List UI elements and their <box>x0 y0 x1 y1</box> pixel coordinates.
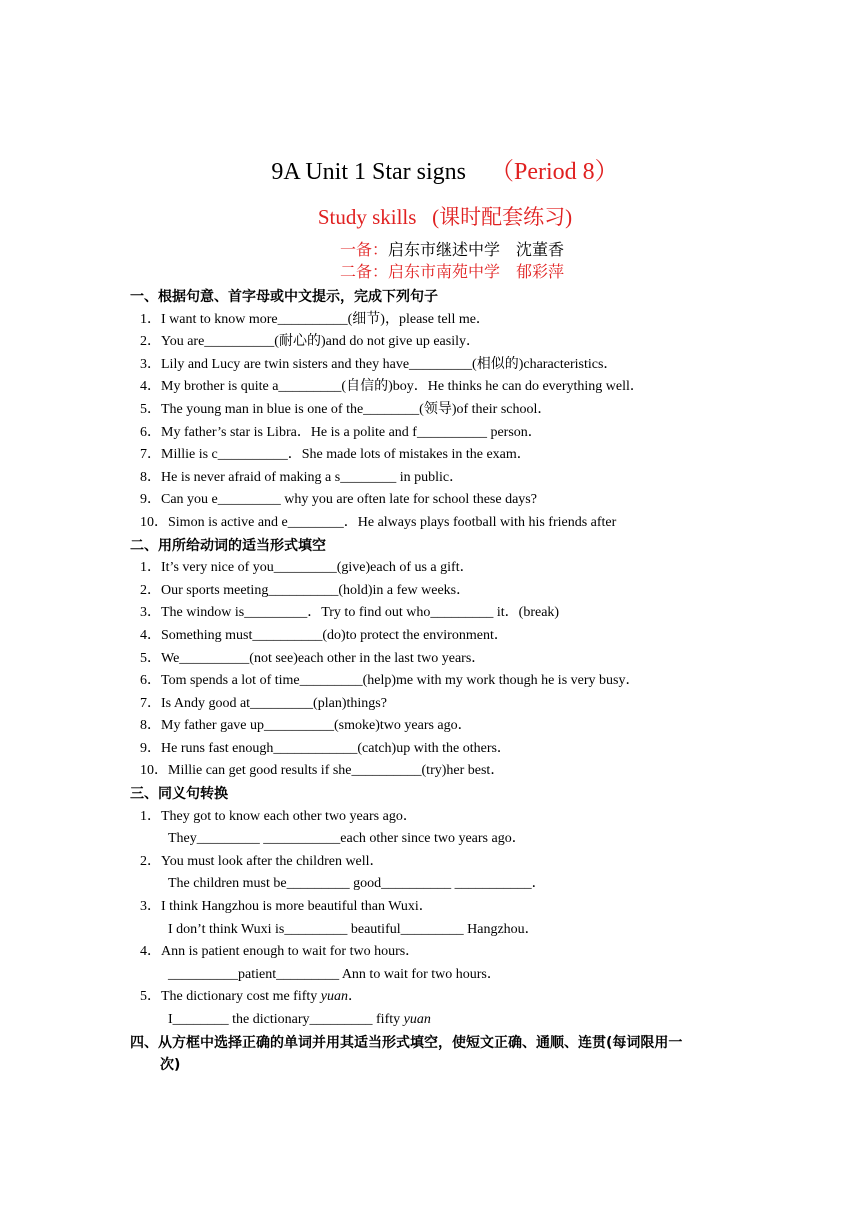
section3-answer-line: The children must be_________ good__________ ___________． <box>168 876 546 892</box>
section4-heading-line2: 次) <box>160 1057 181 1074</box>
section3-question <box>130 986 740 1009</box>
section3-answer-line: __________patient_________ Ann to wait for two hours． <box>168 966 501 982</box>
section3-answer-line <box>130 1009 740 1032</box>
title-main: 9A Unit 1 Star signs <box>271 159 466 185</box>
section2-item: 1．It’s very nice of you_________(give)each of us a gift． <box>140 560 474 576</box>
section1-item: 2．You are__________(耐心的)and do not give up easily． <box>140 334 480 350</box>
q5-text: 5．The dictionary cost me fifty <box>140 989 321 1005</box>
section4-heading-line1: 四、从方框中选择正确的单词并用其适当形式填空，使短文正确、通顺、连贯(每词限用一 <box>130 1034 683 1051</box>
page-subtitle: Study skills (课时配套练习) <box>317 205 573 229</box>
section4-heading <box>130 1032 740 1077</box>
section2-item: 8．My father gave up__________(smoke)two years ago． <box>140 718 472 734</box>
section3-question: 1．They got to know each other two years ago． <box>140 808 417 824</box>
section1-item: 9．Can you e_________ why you are often late for school these days? <box>140 492 537 508</box>
section2-item: 6．Tom spends a lot of time_________(help)me with my work though he is very busy． <box>140 673 640 689</box>
section2-item: 5．We__________(not see)each other in the last two years． <box>140 650 486 666</box>
section1-item: 8．He is never afraid of making a s________ in public． <box>140 469 464 485</box>
exercise-content <box>130 286 740 1077</box>
q5b-text: I________ the dictionary_________ fifty <box>168 1012 404 1027</box>
section3-heading: 三、同义句转换 <box>130 786 228 803</box>
credit1-label: 一备： <box>339 242 388 259</box>
section1-item: 3．Lily and Lucy are twin sisters and they have_________(相似的)characteristics． <box>140 356 618 372</box>
section2-item: 4．Something must__________(do)to protect the environment． <box>140 627 508 643</box>
page-title <box>0 156 860 188</box>
first-preparer-credit <box>0 240 860 262</box>
q5b-italic-unit: yuan <box>403 1012 431 1027</box>
section1-item: 1．I want to know more__________(细节)，please tell me． <box>140 311 490 327</box>
section3-answer-line: They_________ ___________each other since two years ago． <box>168 831 526 847</box>
section1-item: 6．My father’s star is Libra．He is a polite and f__________ person． <box>140 424 542 440</box>
section1-item: 7．Millie is c__________．She made lots of mistakes in the exam． <box>140 447 531 463</box>
section3-question: 2．You must look after the children well． <box>140 853 384 869</box>
section2-item: 10．Millie can get good results if she__________(try)her best． <box>140 763 505 779</box>
section1-heading: 一、根据句意、首字母或中文提示，完成下列句子 <box>130 289 438 305</box>
section2-item: 2．Our sports meeting__________(hold)in a few weeks． <box>140 582 471 598</box>
section3-answer-line: I don’t think Wuxi is_________ beautiful_________ Hangzhou． <box>168 921 539 937</box>
section2-heading: 二、用所给动词的适当形式填空 <box>130 537 326 554</box>
section1-item: 4．My brother is quite a_________(自信的)boy．He thinks he can do everything well． <box>140 379 644 395</box>
section2-item: 7．Is Andy good at_________(plan)things? <box>140 695 387 711</box>
q5-italic-unit: yuan <box>320 989 349 1005</box>
section1-item: 5．The young man in blue is one of the________(领导)of their school． <box>140 401 552 417</box>
q5-end: ． <box>348 989 363 1005</box>
section3-question: 4．Ann is patient enough to wait for two hours． <box>140 944 420 960</box>
section1-item: 10．Simon is active and e________．He always plays football with his friends after <box>140 514 617 530</box>
section3-question: 3．I think Hangzhou is more beautiful than Wuxi． <box>140 899 433 915</box>
title-period: （Period 8） <box>490 159 619 185</box>
section2-item: 3．The window is_________．Try to find out who_________ it．(break) <box>140 605 560 621</box>
credit1-text: 启东市继述中学 沈董香 <box>388 242 565 259</box>
second-preparer-credit: 二备：启东市南苑中学 郁彩萍 <box>339 264 564 281</box>
section2-item: 9．He runs fast enough____________(catch)up with the others． <box>140 740 511 756</box>
